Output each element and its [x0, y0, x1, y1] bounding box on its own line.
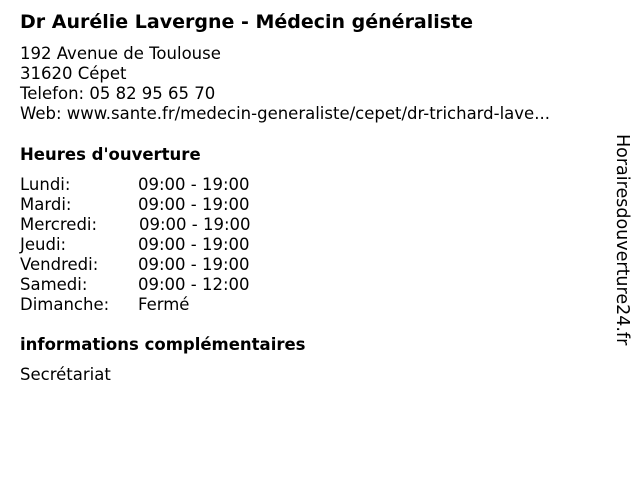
- site-watermark: Horairesdouverture24.fr: [612, 134, 632, 346]
- time-value: Fermé: [138, 295, 190, 314]
- info-text: Secrétariat: [20, 365, 111, 384]
- time-value: 09:00 - 19:00: [138, 255, 250, 274]
- address-block: [20, 44, 550, 124]
- hours-heading: Heures d'ouverture: [20, 145, 201, 164]
- time-value: 09:00 - 19:00: [138, 235, 250, 254]
- day-label: Mercredi:: [20, 215, 98, 234]
- time-value: 09:00 - 19:00: [138, 175, 250, 194]
- day-label: Mardi:: [20, 195, 72, 214]
- time-value: 09:00 - 12:00: [138, 275, 250, 294]
- day-label: Jeudi:: [20, 235, 67, 254]
- day-label: Vendredi:: [20, 255, 99, 274]
- address-street: 192 Avenue de Toulouse: [20, 44, 221, 63]
- website-link[interactable]: Web: www.sante.fr/medecin-generaliste/cepet/dr-trichard-lave...: [20, 104, 550, 123]
- page-title: Dr Aurélie Lavergne - Médecin généraliste: [20, 11, 474, 33]
- day-label: Lundi:: [20, 175, 71, 194]
- time-value: 09:00 - 19:00: [138, 195, 250, 214]
- time-value: 09:00 - 19:00: [139, 215, 251, 234]
- day-label: Dimanche:: [20, 295, 110, 314]
- address-city: 31620 Cépet: [20, 64, 127, 83]
- phone-number: Telefon: 05 82 95 65 70: [20, 84, 216, 103]
- day-label: Samedi:: [20, 275, 88, 294]
- info-heading: informations complémentaires: [20, 335, 306, 354]
